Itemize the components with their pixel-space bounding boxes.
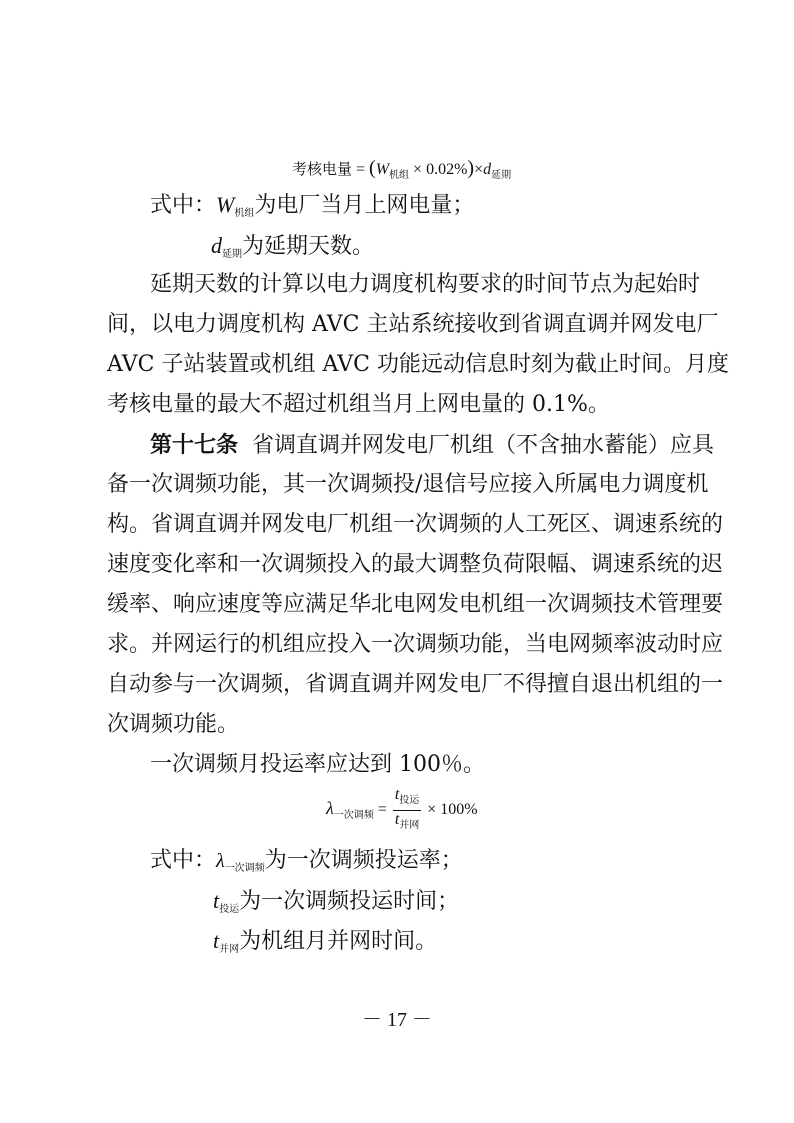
para1-line: 间，以电力调度机构 AVC 主站系统接收到省调直调并网发电厂 <box>107 312 719 337</box>
where2-prefix: 式中： <box>150 848 217 873</box>
article17-line: 备一次调频功能，其一次调频投/退信号应接入所属电力调度机 <box>107 472 709 497</box>
where2-lambda-desc: 为一次调频投运率； <box>264 848 463 873</box>
formula2-denominator <box>393 811 421 835</box>
where2-t1-desc: 为一次调频投运时间； <box>239 889 460 914</box>
formula-assessment-energy <box>292 158 511 186</box>
para1-line: 考核电量的最大不超过机组当月上网电量的 0.1%。 <box>107 392 610 417</box>
formula-d-sub: 延期 <box>491 170 512 181</box>
formula-open-paren: ( <box>369 157 376 179</box>
formula2-fraction <box>393 786 421 835</box>
formula-times: × <box>474 161 484 178</box>
formula-times-pct: × 0.02% <box>413 161 468 178</box>
article17-line: 求。并网运行的机组应投入一次调频功能，当电网频率波动时应 <box>107 632 724 657</box>
where1-d-desc: 为延期天数。 <box>242 234 375 259</box>
formula-lhs: 考核电量 <box>292 160 353 178</box>
formula-d: d <box>483 161 492 178</box>
article17-line: 次调频功能。 <box>107 712 240 737</box>
where1-w-var: W <box>216 192 235 217</box>
formula2-eq: = <box>377 801 387 819</box>
where1-line-w <box>150 192 474 227</box>
where2-line-t2 <box>213 928 437 963</box>
where2-lambda-sub: 一次调频 <box>224 863 265 874</box>
formula2-num-sub: 投运 <box>399 795 420 806</box>
formula-primary-freq-rate <box>326 786 478 835</box>
where2-lambda: λ <box>216 850 225 872</box>
page-number: － 17 － <box>362 1009 432 1031</box>
para1-line: 延期天数的计算以电力调度机构要求的时间节点为起始时 <box>150 272 701 297</box>
where1-d-var: d <box>211 233 222 258</box>
where1-w-desc: 为电厂当月上网电量； <box>254 193 475 218</box>
formula2-num-var: t <box>394 786 400 803</box>
para1-line: AVC 子站装置或机组 AVC 功能远动信息时刻为截止时间。月度 <box>107 352 730 377</box>
formula-w-sub: 机组 <box>389 170 410 181</box>
para2-line: 一次调频月投运率应达到 100％。 <box>150 752 485 777</box>
where1-line-d <box>211 233 374 268</box>
formula2-den-sub: 并网 <box>399 820 420 831</box>
where2-t1-sub: 投运 <box>219 904 240 915</box>
where2-line-lambda <box>150 848 463 882</box>
where1-d-sub: 延期 <box>222 249 242 260</box>
formula-close-paren: ) <box>467 157 475 179</box>
article17-line: 自动参与一次调频，省调直调并网发电厂不得擅自退出机组的一 <box>107 672 724 697</box>
article17-first-line <box>150 432 715 459</box>
formula2-numerator <box>393 786 421 810</box>
formula2-lambda-sub: 一次调频 <box>333 810 374 822</box>
formula2-times-pct: × 100% <box>427 801 478 819</box>
article17-first-text: 省调直调并网发电厂机组（不含抽水蓄能）应具 <box>252 433 715 458</box>
formula-w: W <box>375 161 390 178</box>
article17-heading: 第十七条 <box>150 432 239 458</box>
article17-line: 构。省调直调并网发电厂机组一次调频的人工死区、调速系统的 <box>107 512 724 537</box>
where2-t2-sub: 并网 <box>219 944 240 955</box>
where2-t1: t <box>213 888 220 913</box>
where1-w-sub: 机组 <box>234 208 255 219</box>
formula2-den-var: t <box>394 811 400 828</box>
where1-prefix: 式中： <box>150 193 217 218</box>
where2-t2: t <box>213 928 220 953</box>
where2-t2-desc: 为机组月并网时间。 <box>239 929 438 954</box>
where2-line-t1 <box>213 888 459 923</box>
article17-line: 缓率、响应速度等应满足华北电网发电机组一次调频技术管理要 <box>107 592 724 617</box>
article17-line: 速度变化率和一次调频投入的最大调整负荷限幅、调速系统的迟 <box>107 552 724 577</box>
formula2-lambda: λ <box>326 798 334 819</box>
formula-eq: = <box>356 161 366 178</box>
